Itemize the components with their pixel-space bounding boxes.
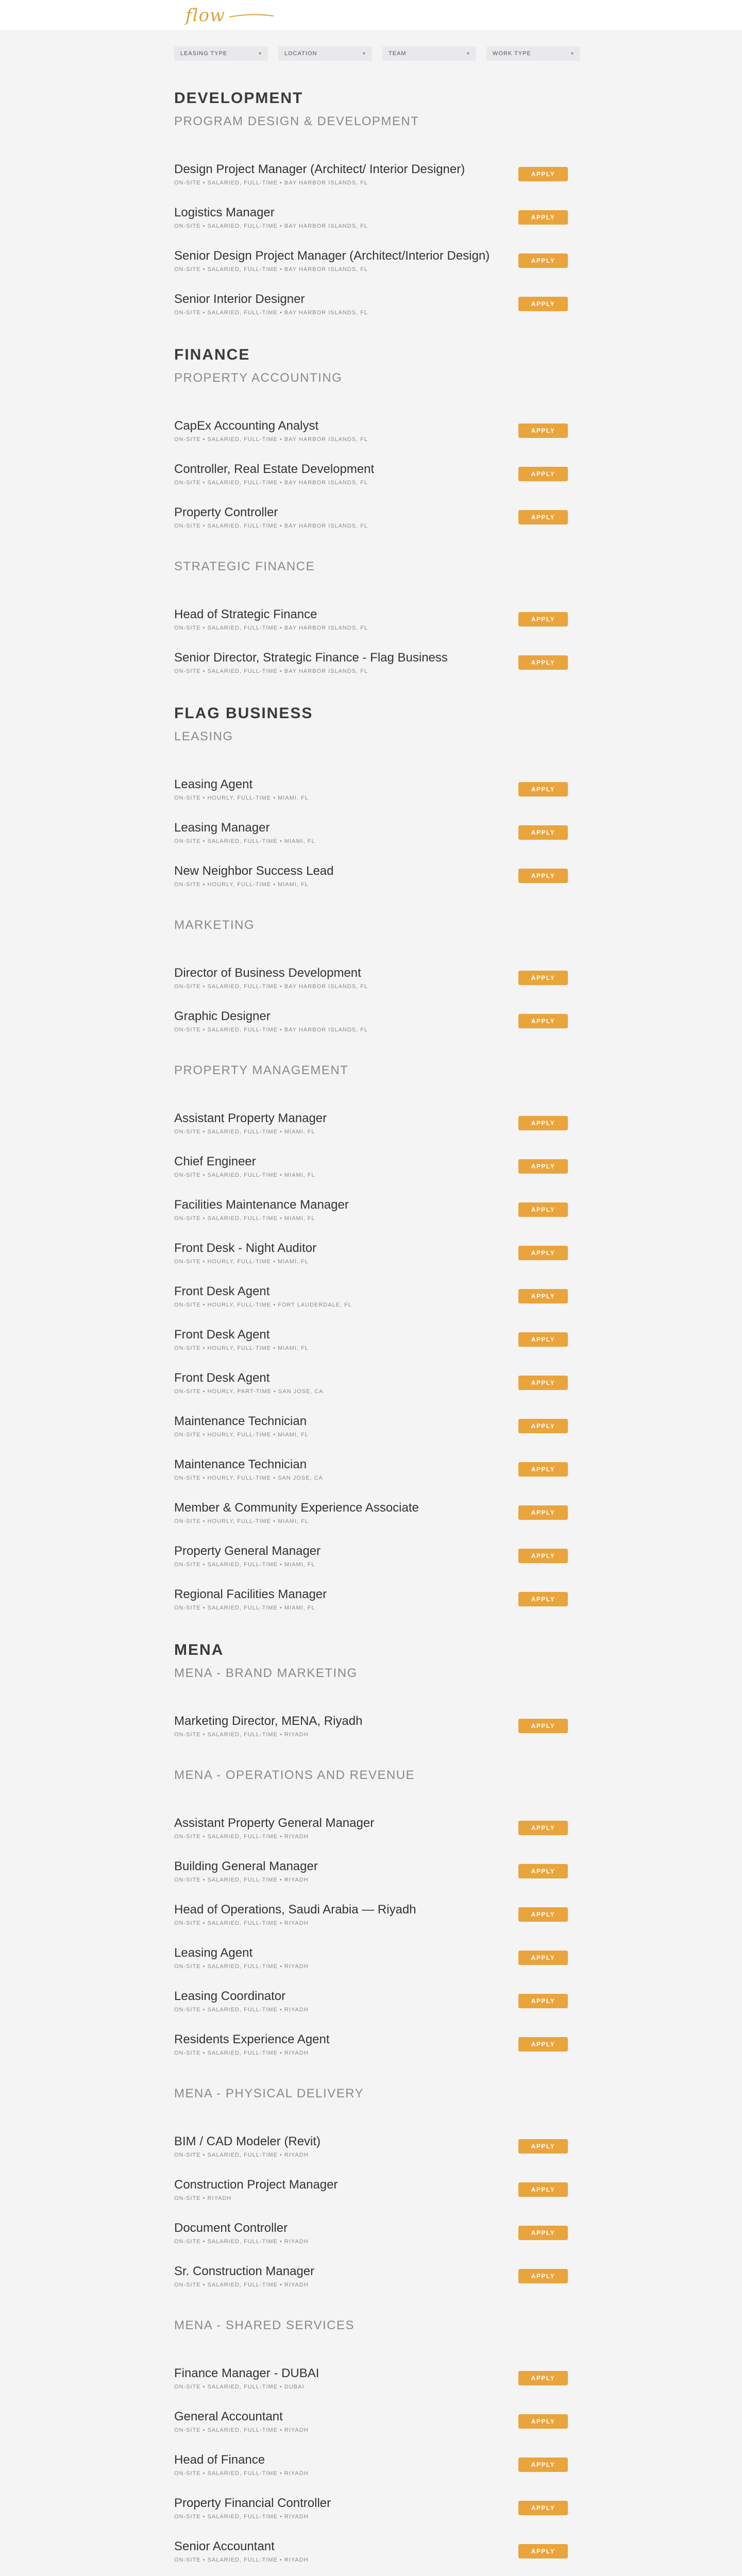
- job-title[interactable]: Regional Facilities Manager: [174, 1587, 327, 1601]
- apply-button[interactable]: APPLY: [518, 612, 568, 626]
- chevron-down-icon: ▾: [570, 50, 574, 57]
- apply-button[interactable]: APPLY: [518, 655, 568, 670]
- job-meta: ON-SITE • SALARIED, FULL-TIME • RIYADH: [174, 1834, 309, 1840]
- job-row[interactable]: [174, 239, 568, 282]
- department-group: [174, 1641, 568, 2573]
- job-row[interactable]: [174, 1145, 568, 1188]
- job-meta: ON-SITE • SALARIED, FULL-TIME • RIYADH: [174, 1963, 309, 1970]
- job-info: [174, 206, 368, 229]
- job-meta: ON-SITE • SALARIED, FULL-TIME • BAY HARBOR ISLANDS, FL: [174, 223, 368, 229]
- job-row[interactable]: [174, 2486, 568, 2530]
- apply-button[interactable]: APPLY: [518, 1332, 568, 1347]
- job-title[interactable]: Front Desk - Night Auditor: [174, 1241, 317, 1255]
- job-info: [174, 1714, 362, 1738]
- job-title[interactable]: Construction Project Manager: [174, 2178, 338, 2192]
- job-row[interactable]: [174, 2023, 568, 2066]
- job-row[interactable]: [174, 1231, 568, 1275]
- team-section: [174, 2318, 568, 2573]
- team-title: MARKETING: [174, 918, 255, 932]
- job-row[interactable]: [174, 641, 568, 684]
- job-title[interactable]: Assistant Property General Manager: [174, 1816, 375, 1830]
- job-row[interactable]: [174, 2168, 568, 2211]
- job-row[interactable]: [174, 1188, 568, 1231]
- job-row[interactable]: [174, 1704, 568, 1748]
- logo-text: flow: [185, 5, 226, 26]
- job-info: [174, 777, 309, 801]
- apply-button[interactable]: APPLY: [518, 1159, 568, 1174]
- job-row[interactable]: [174, 1275, 568, 1318]
- job-info: [174, 419, 368, 443]
- job-title[interactable]: Senior Director, Strategic Finance - Flag Business: [174, 651, 448, 665]
- job-info: [174, 1989, 309, 2013]
- job-info: [174, 1816, 374, 1840]
- job-title[interactable]: Head of Operations, Saudi Arabia — Riyadh: [174, 1903, 416, 1917]
- job-title[interactable]: Property Financial Controller: [174, 2496, 331, 2510]
- job-info: [174, 1284, 352, 1308]
- apply-button[interactable]: APPLY: [518, 1549, 568, 1563]
- team-title: MENA - OPERATIONS AND REVENUE: [174, 1768, 415, 1782]
- job-title[interactable]: Property Controller: [174, 505, 278, 519]
- team-section: [174, 1063, 568, 1621]
- job-list: [174, 61, 568, 2576]
- job-title[interactable]: Leasing Coordinator: [174, 1989, 286, 2003]
- job-title[interactable]: New Neighbor Success Lead: [174, 864, 334, 878]
- team-section: [174, 918, 568, 1043]
- job-meta: ON-SITE • SALARIED, FULL-TIME • MIAMI, FL: [174, 1605, 315, 1611]
- job-info: [174, 1155, 315, 1178]
- team-section: [174, 114, 568, 326]
- job-row[interactable]: [174, 854, 568, 897]
- job-info: [174, 1198, 349, 1222]
- apply-button[interactable]: APPLY: [518, 1907, 568, 1922]
- job-meta: ON-SITE • SALARIED, FULL-TIME • BAY HARBOR ISLANDS, FL: [174, 984, 368, 990]
- job-meta: ON-SITE • SALARIED, FULL-TIME • BAY HARBOR ISLANDS, FL: [174, 480, 368, 486]
- job-meta: ON-SITE • SALARIED, FULL-TIME • MIAMI, FL: [174, 1172, 315, 1178]
- job-title[interactable]: Front Desk Agent: [174, 1371, 270, 1385]
- filter-location[interactable]: [278, 46, 372, 61]
- department-group: [174, 90, 568, 326]
- job-meta: ON-SITE • SALARIED, FULL-TIME • RIYADH: [174, 2152, 309, 2158]
- job-title[interactable]: Director of Business Development: [174, 966, 361, 980]
- department-title: FINANCE: [174, 346, 250, 363]
- apply-button[interactable]: APPLY: [518, 210, 568, 225]
- job-info: [174, 1544, 321, 1568]
- chevron-down-icon: ▾: [258, 50, 262, 57]
- job-meta: ON-SITE • SALARIED, FULL-TIME • MIAMI, FL: [174, 1562, 315, 1568]
- apply-button[interactable]: APPLY: [518, 971, 568, 985]
- apply-button[interactable]: APPLY: [518, 1505, 568, 1520]
- apply-button[interactable]: APPLY: [518, 253, 568, 268]
- apply-button[interactable]: APPLY: [518, 1376, 568, 1390]
- job-title[interactable]: Finance Manager - DUBAI: [174, 2366, 319, 2380]
- job-title[interactable]: Facilities Maintenance Manager: [174, 1198, 349, 1212]
- job-info: [174, 607, 368, 631]
- job-title[interactable]: General Accountant: [174, 2410, 283, 2424]
- team-section: [174, 2087, 568, 2298]
- apply-button[interactable]: APPLY: [518, 1116, 568, 1130]
- apply-button[interactable]: APPLY: [518, 1014, 568, 1028]
- job-title[interactable]: Assistant Property Manager: [174, 1111, 327, 1125]
- job-row[interactable]: [174, 496, 568, 539]
- filter-work-type[interactable]: [486, 46, 580, 61]
- job-row[interactable]: [174, 282, 568, 326]
- job-title[interactable]: Logistics Manager: [174, 206, 275, 219]
- job-info: [174, 462, 374, 486]
- job-info: [174, 2221, 309, 2245]
- filter-label: LEASING TYPE: [180, 50, 228, 57]
- apply-button[interactable]: APPLY: [518, 2414, 568, 2429]
- job-meta: ON-SITE • HOURLY, PART-TIME • SAN JOSE, CA: [174, 1388, 324, 1395]
- chevron-down-icon: ▾: [362, 50, 366, 57]
- job-meta: ON-SITE • RIYADH: [174, 2195, 232, 2201]
- job-info: [174, 651, 448, 674]
- apply-button[interactable]: APPLY: [518, 1419, 568, 1433]
- job-info: [174, 1587, 327, 1611]
- site-header: [0, 0, 742, 31]
- job-title[interactable]: Residents Experience Agent: [174, 2032, 330, 2046]
- job-row[interactable]: [174, 1491, 568, 1534]
- job-title[interactable]: Member & Community Experience Associate: [174, 1501, 419, 1515]
- job-info: [174, 292, 368, 316]
- apply-button[interactable]: APPLY: [518, 2182, 568, 2197]
- apply-button[interactable]: APPLY: [518, 2458, 568, 2472]
- apply-button[interactable]: APPLY: [518, 510, 568, 524]
- job-info: [174, 1328, 309, 1351]
- job-meta: ON-SITE • SALARIED, FULL-TIME • BAY HARBOR ISLANDS, FL: [174, 180, 368, 186]
- job-row[interactable]: [174, 1806, 568, 1850]
- chevron-down-icon: ▾: [466, 50, 470, 57]
- job-title[interactable]: Marketing Director, MENA, Riyadh: [174, 1714, 363, 1728]
- job-row[interactable]: [174, 1893, 568, 1936]
- job-info: [174, 864, 334, 888]
- job-meta: ON-SITE • SALARIED, FULL-TIME • RIYADH: [174, 2050, 309, 2056]
- job-title[interactable]: Senior Accountant: [174, 2539, 275, 2553]
- job-title[interactable]: Building General Manager: [174, 1859, 318, 1873]
- job-title[interactable]: Leasing Agent: [174, 1946, 253, 1960]
- apply-button[interactable]: APPLY: [518, 2501, 568, 2515]
- job-info: [174, 2539, 309, 2563]
- job-row[interactable]: [174, 2255, 568, 2298]
- team-section: [174, 1666, 568, 1748]
- apply-button[interactable]: APPLY: [518, 1951, 568, 1965]
- job-info: [174, 966, 368, 990]
- job-meta: ON-SITE • HOURLY, FULL-TIME • MIAMI, FL: [174, 1259, 309, 1265]
- job-info: [174, 2178, 338, 2201]
- apply-button[interactable]: APPLY: [518, 467, 568, 481]
- job-row[interactable]: [174, 1936, 568, 1979]
- job-meta: ON-SITE • SALARIED, FULL-TIME • RIYADH: [174, 2007, 309, 2013]
- job-row[interactable]: [174, 1318, 568, 1361]
- job-info: [174, 1241, 316, 1265]
- job-info: [174, 1946, 309, 1970]
- team-title: MENA - PHYSICAL DELIVERY: [174, 2087, 364, 2100]
- job-meta: ON-SITE • HOURLY, FULL-TIME • MIAMI, FL: [174, 1432, 309, 1438]
- job-meta: ON-SITE • SALARIED, FULL-TIME • RIYADH: [174, 2557, 309, 2563]
- job-title[interactable]: Maintenance Technician: [174, 1458, 307, 1471]
- job-title[interactable]: Leasing Agent: [174, 777, 253, 791]
- department-title: DEVELOPMENT: [174, 90, 303, 107]
- job-meta: ON-SITE • HOURLY, FULL-TIME • MIAMI, FL: [174, 1345, 309, 1351]
- job-title[interactable]: CapEx Accounting Analyst: [174, 419, 319, 433]
- job-info: [174, 2134, 321, 2158]
- job-meta: ON-SITE • HOURLY, FULL-TIME • MIAMI, FL: [174, 882, 309, 888]
- job-title[interactable]: Head of Strategic Finance: [174, 607, 317, 621]
- job-row[interactable]: [174, 956, 568, 999]
- job-row[interactable]: [174, 1361, 568, 1404]
- job-meta: ON-SITE • SALARIED, FULL-TIME • MIAMI, FL: [174, 1129, 315, 1135]
- job-info: [174, 821, 315, 844]
- apply-button[interactable]: APPLY: [518, 297, 568, 311]
- job-info: [174, 249, 490, 273]
- department-group: [174, 346, 568, 684]
- job-info: [174, 2032, 330, 2056]
- apply-button[interactable]: APPLY: [518, 1821, 568, 1835]
- department-group: [174, 705, 568, 1621]
- apply-button[interactable]: APPLY: [518, 167, 568, 181]
- apply-button[interactable]: APPLY: [518, 2269, 568, 2283]
- job-meta: ON-SITE • SALARIED, FULL-TIME • BAY HARBOR ISLANDS, FL: [174, 523, 368, 529]
- job-meta: ON-SITE • SALARIED, FULL-TIME • MIAMI, FL: [174, 838, 315, 844]
- job-meta: ON-SITE • SALARIED, FULL-TIME • BAY HARBOR ISLANDS, FL: [174, 310, 368, 316]
- job-meta: ON-SITE • SALARIED, FULL-TIME • RIYADH: [174, 1920, 309, 1926]
- filter-team[interactable]: [382, 46, 476, 61]
- logo-swoosh-icon: [228, 12, 275, 19]
- job-title[interactable]: Property General Manager: [174, 1544, 321, 1558]
- apply-button[interactable]: APPLY: [518, 1246, 568, 1260]
- apply-button[interactable]: APPLY: [518, 1202, 568, 1217]
- apply-button[interactable]: APPLY: [518, 1462, 568, 1477]
- filter-leasing-type[interactable]: [174, 46, 268, 61]
- job-title[interactable]: Graphic Designer: [174, 1009, 271, 1023]
- team-title: MENA - BRAND MARKETING: [174, 1666, 358, 1680]
- job-meta: ON-SITE • SALARIED, FULL-TIME • RIYADH: [174, 2514, 309, 2520]
- job-row[interactable]: [174, 2357, 568, 2400]
- job-info: [174, 1501, 419, 1524]
- filter-label: LOCATION: [284, 50, 317, 57]
- job-meta: ON-SITE • SALARIED, FULL-TIME • RIYADH: [174, 2239, 309, 2245]
- job-meta: ON-SITE • SALARIED, FULL-TIME • BAY HARBOR ISLANDS, FL: [174, 436, 368, 443]
- job-meta: ON-SITE • SALARIED, FULL-TIME • RIYADH: [174, 2470, 309, 2477]
- job-row[interactable]: [174, 2125, 568, 2168]
- job-title[interactable]: Head of Finance: [174, 2453, 265, 2467]
- team-title: LEASING: [174, 730, 233, 743]
- job-row[interactable]: [174, 2211, 568, 2255]
- job-row[interactable]: [174, 1404, 568, 1448]
- filter-label: WORK TYPE: [493, 50, 531, 57]
- flow-logo[interactable]: [185, 5, 275, 26]
- job-meta: ON-SITE • SALARIED, FULL-TIME • DUBAI: [174, 2384, 305, 2390]
- job-title[interactable]: BIM / CAD Modeler (Revit): [174, 2134, 321, 2148]
- apply-button[interactable]: APPLY: [518, 869, 568, 883]
- filter-label: TEAM: [389, 50, 407, 57]
- job-meta: ON-SITE • SALARIED, FULL-TIME • MIAMI, FL: [174, 1215, 315, 1222]
- job-row[interactable]: [174, 1534, 568, 1578]
- job-row[interactable]: [174, 1850, 568, 1893]
- apply-button[interactable]: APPLY: [518, 782, 568, 796]
- job-row[interactable]: [174, 2443, 568, 2486]
- apply-button[interactable]: APPLY: [518, 1994, 568, 2008]
- department-title: MENA: [174, 1641, 224, 1658]
- job-title[interactable]: Sr. Construction Manager: [174, 2264, 315, 2278]
- team-title: PROPERTY MANAGEMENT: [174, 1063, 349, 1077]
- apply-button[interactable]: APPLY: [518, 1592, 568, 1606]
- job-title[interactable]: Senior Interior Designer: [174, 292, 305, 306]
- apply-button[interactable]: APPLY: [518, 2226, 568, 2240]
- job-info: [174, 505, 368, 529]
- job-row[interactable]: [174, 452, 568, 496]
- job-title[interactable]: Front Desk Agent: [174, 1284, 270, 1298]
- team-title: PROPERTY ACCOUNTING: [174, 371, 343, 385]
- job-title[interactable]: Maintenance Technician: [174, 1414, 307, 1428]
- job-title[interactable]: Controller, Real Estate Development: [174, 462, 375, 476]
- apply-button[interactable]: APPLY: [518, 423, 568, 438]
- job-meta: ON-SITE • SALARIED, FULL-TIME • BAY HARBOR ISLANDS, FL: [174, 266, 368, 273]
- team-title: STRATEGIC FINANCE: [174, 560, 315, 573]
- apply-button[interactable]: APPLY: [518, 2371, 568, 2385]
- job-info: [174, 1371, 324, 1395]
- job-info: [174, 1859, 318, 1883]
- apply-button[interactable]: APPLY: [518, 1719, 568, 1733]
- team-section: [174, 730, 568, 897]
- team-section: [174, 560, 568, 684]
- job-info: [174, 1903, 416, 1926]
- job-info: [174, 2366, 319, 2390]
- job-meta: ON-SITE • HOURLY, FULL-TIME • SAN JOSE, CA: [174, 1475, 323, 1481]
- apply-button[interactable]: APPLY: [518, 1864, 568, 1878]
- job-title[interactable]: Leasing Manager: [174, 821, 270, 835]
- job-title[interactable]: Senior Design Project Manager (Architect/Interior Design): [174, 249, 490, 263]
- apply-button[interactable]: APPLY: [518, 2037, 568, 2052]
- job-meta: ON-SITE • SALARIED, FULL-TIME • RIYADH: [174, 2282, 309, 2288]
- apply-button[interactable]: APPLY: [518, 2139, 568, 2154]
- job-meta: ON-SITE • SALARIED, FULL-TIME • BAY HARBOR ISLANDS, FL: [174, 625, 368, 631]
- job-row[interactable]: [174, 811, 568, 854]
- job-info: [174, 2410, 309, 2433]
- filter-bar: [0, 31, 742, 61]
- team-section: [174, 371, 568, 539]
- job-info: [174, 2453, 309, 2477]
- job-meta: ON-SITE • SALARIED, FULL-TIME • RIYADH: [174, 1877, 309, 1883]
- job-row[interactable]: [174, 196, 568, 239]
- job-title[interactable]: Chief Engineer: [174, 1155, 256, 1168]
- job-row[interactable]: [174, 1101, 568, 1145]
- job-info: [174, 162, 465, 186]
- job-info: [174, 2264, 314, 2288]
- apply-button[interactable]: APPLY: [518, 1289, 568, 1303]
- job-title[interactable]: Design Project Manager (Architect/ Interior Designer): [174, 162, 465, 176]
- job-row[interactable]: [174, 999, 568, 1043]
- team-section: [174, 1768, 568, 2066]
- job-title[interactable]: Document Controller: [174, 2221, 288, 2235]
- job-row[interactable]: [174, 1979, 568, 2023]
- job-row[interactable]: [174, 2400, 568, 2443]
- job-row[interactable]: [174, 152, 568, 196]
- job-meta: ON-SITE • SALARIED, FULL-TIME • RIYADH: [174, 2427, 309, 2433]
- job-meta: ON-SITE • SALARIED, FULL-TIME • BAY HARBOR ISLANDS, FL: [174, 668, 368, 674]
- job-info: [174, 1414, 309, 1438]
- job-info: [174, 2496, 331, 2520]
- job-row[interactable]: [174, 1448, 568, 1491]
- job-meta: ON-SITE • HOURLY, FULL-TIME • MIAMI, FL: [174, 1518, 309, 1524]
- job-meta: ON-SITE • SALARIED, FULL-TIME • RIYADH: [174, 1732, 309, 1738]
- apply-button[interactable]: APPLY: [518, 825, 568, 840]
- job-meta: ON-SITE • HOURLY, FULL-TIME • MIAMI, FL: [174, 795, 309, 801]
- apply-button[interactable]: APPLY: [518, 2544, 568, 2558]
- job-info: [174, 1458, 323, 1481]
- job-row[interactable]: [174, 768, 568, 811]
- job-row[interactable]: [174, 1578, 568, 1621]
- department-title: FLAG BUSINESS: [174, 705, 313, 722]
- job-row[interactable]: [174, 598, 568, 641]
- team-title: PROGRAM DESIGN & DEVELOPMENT: [174, 114, 419, 128]
- job-info: [174, 1111, 327, 1135]
- job-title[interactable]: Front Desk Agent: [174, 1328, 270, 1342]
- job-row[interactable]: [174, 2530, 568, 2573]
- team-title: MENA - SHARED SERVICES: [174, 2318, 355, 2332]
- job-info: [174, 1009, 368, 1033]
- job-row[interactable]: [174, 409, 568, 452]
- job-meta: ON-SITE • SALARIED, FULL-TIME • BAY HARBOR ISLANDS, FL: [174, 1027, 368, 1033]
- job-meta: ON-SITE • HOURLY, FULL-TIME • FORT LAUDERDALE, FL: [174, 1302, 352, 1308]
